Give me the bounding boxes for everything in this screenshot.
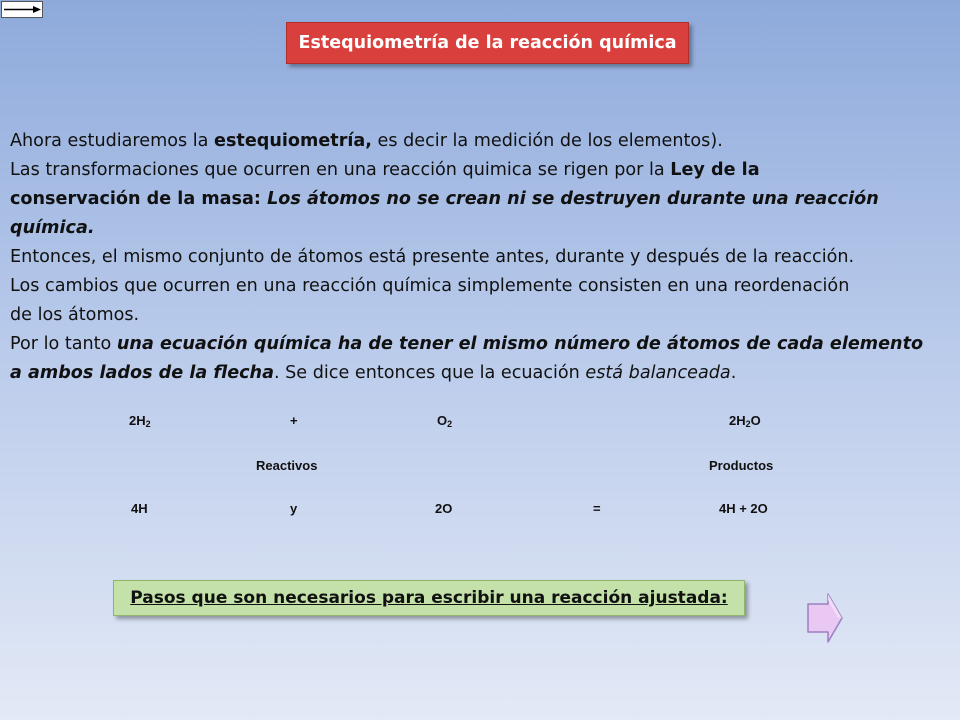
formula-text: O: [750, 413, 761, 428]
paragraph-law-cont: [10, 185, 950, 214]
steps-button[interactable]: [113, 580, 745, 616]
text-bold: conservación de la masa:: [10, 189, 268, 209]
paragraph-conjunto: Entonces, el mismo conjunto de átomos está presente antes, durante y después de la reacción.: [10, 247, 855, 267]
reactant-h2: [129, 413, 151, 429]
text-span: Por lo tanto: [10, 334, 117, 354]
reactants-label: Reactivos: [256, 458, 318, 473]
text-italic: está balanceada: [585, 363, 731, 383]
paragraph-cambios: Los cambios que ocurren en una reacción química simplemente consisten en una reordenación: [10, 276, 850, 296]
steps-button-label: Pasos que son necesarios para escribir una reacción ajustada:: [130, 588, 728, 608]
count-equals: =: [593, 501, 601, 516]
text-bold: estequiometría,: [214, 131, 372, 151]
paragraph-conclusion: [10, 330, 950, 359]
paragraph-conclusion-cont: [10, 359, 950, 388]
text-bold-italic: Los átomos no se crean ni se destruyen durante una reacción: [267, 189, 879, 209]
text-span: . Se dice entonces que la ecuación: [273, 363, 586, 383]
text-span: es decir la medición de los elementos).: [371, 131, 723, 151]
text-bold-italic: una ecuación química ha de tener el mismo número de átomos de cada elemento: [116, 334, 924, 354]
next-slide-arrow-icon[interactable]: [806, 592, 846, 644]
formula-text: 2H: [129, 413, 146, 428]
text-bold-italic: química.: [10, 218, 95, 238]
reactant-o2: [437, 413, 452, 429]
text-span: Ahora estudiaremos la: [10, 131, 215, 151]
arrow-right-icon: [2, 2, 42, 17]
formula-subscript: 2: [745, 419, 751, 429]
back-button[interactable]: [1, 1, 43, 18]
formula-text: 2H: [729, 413, 746, 428]
count-and: y: [290, 501, 298, 516]
formula-text: O: [437, 413, 448, 428]
plus-sign: +: [290, 413, 298, 428]
text-bold-italic: a ambos lados de la flecha: [10, 363, 274, 383]
products-label: Productos: [709, 458, 774, 473]
text-bold: Ley de la: [670, 160, 760, 180]
paragraph-intro: [10, 127, 950, 156]
formula-subscript: 2: [447, 419, 453, 429]
body-text: [10, 127, 950, 388]
formula-subscript: 2: [145, 419, 151, 429]
paragraph-law-end: [10, 214, 950, 243]
slide-title: [286, 22, 689, 64]
count-left-o: 2O: [435, 501, 453, 516]
count-right: 4H + 2O: [719, 501, 768, 516]
paragraph-cambios-cont: de los átomos.: [10, 305, 140, 325]
slide-title-text: Estequiometría de la reacción química: [298, 33, 677, 53]
text-span: Las transformaciones que ocurren en una reacción quimica se rigen por la: [10, 160, 671, 180]
text-span: .: [730, 363, 737, 383]
count-left-h: 4H: [131, 501, 148, 516]
paragraph-law: [10, 156, 950, 185]
product-h2o: [729, 413, 761, 429]
